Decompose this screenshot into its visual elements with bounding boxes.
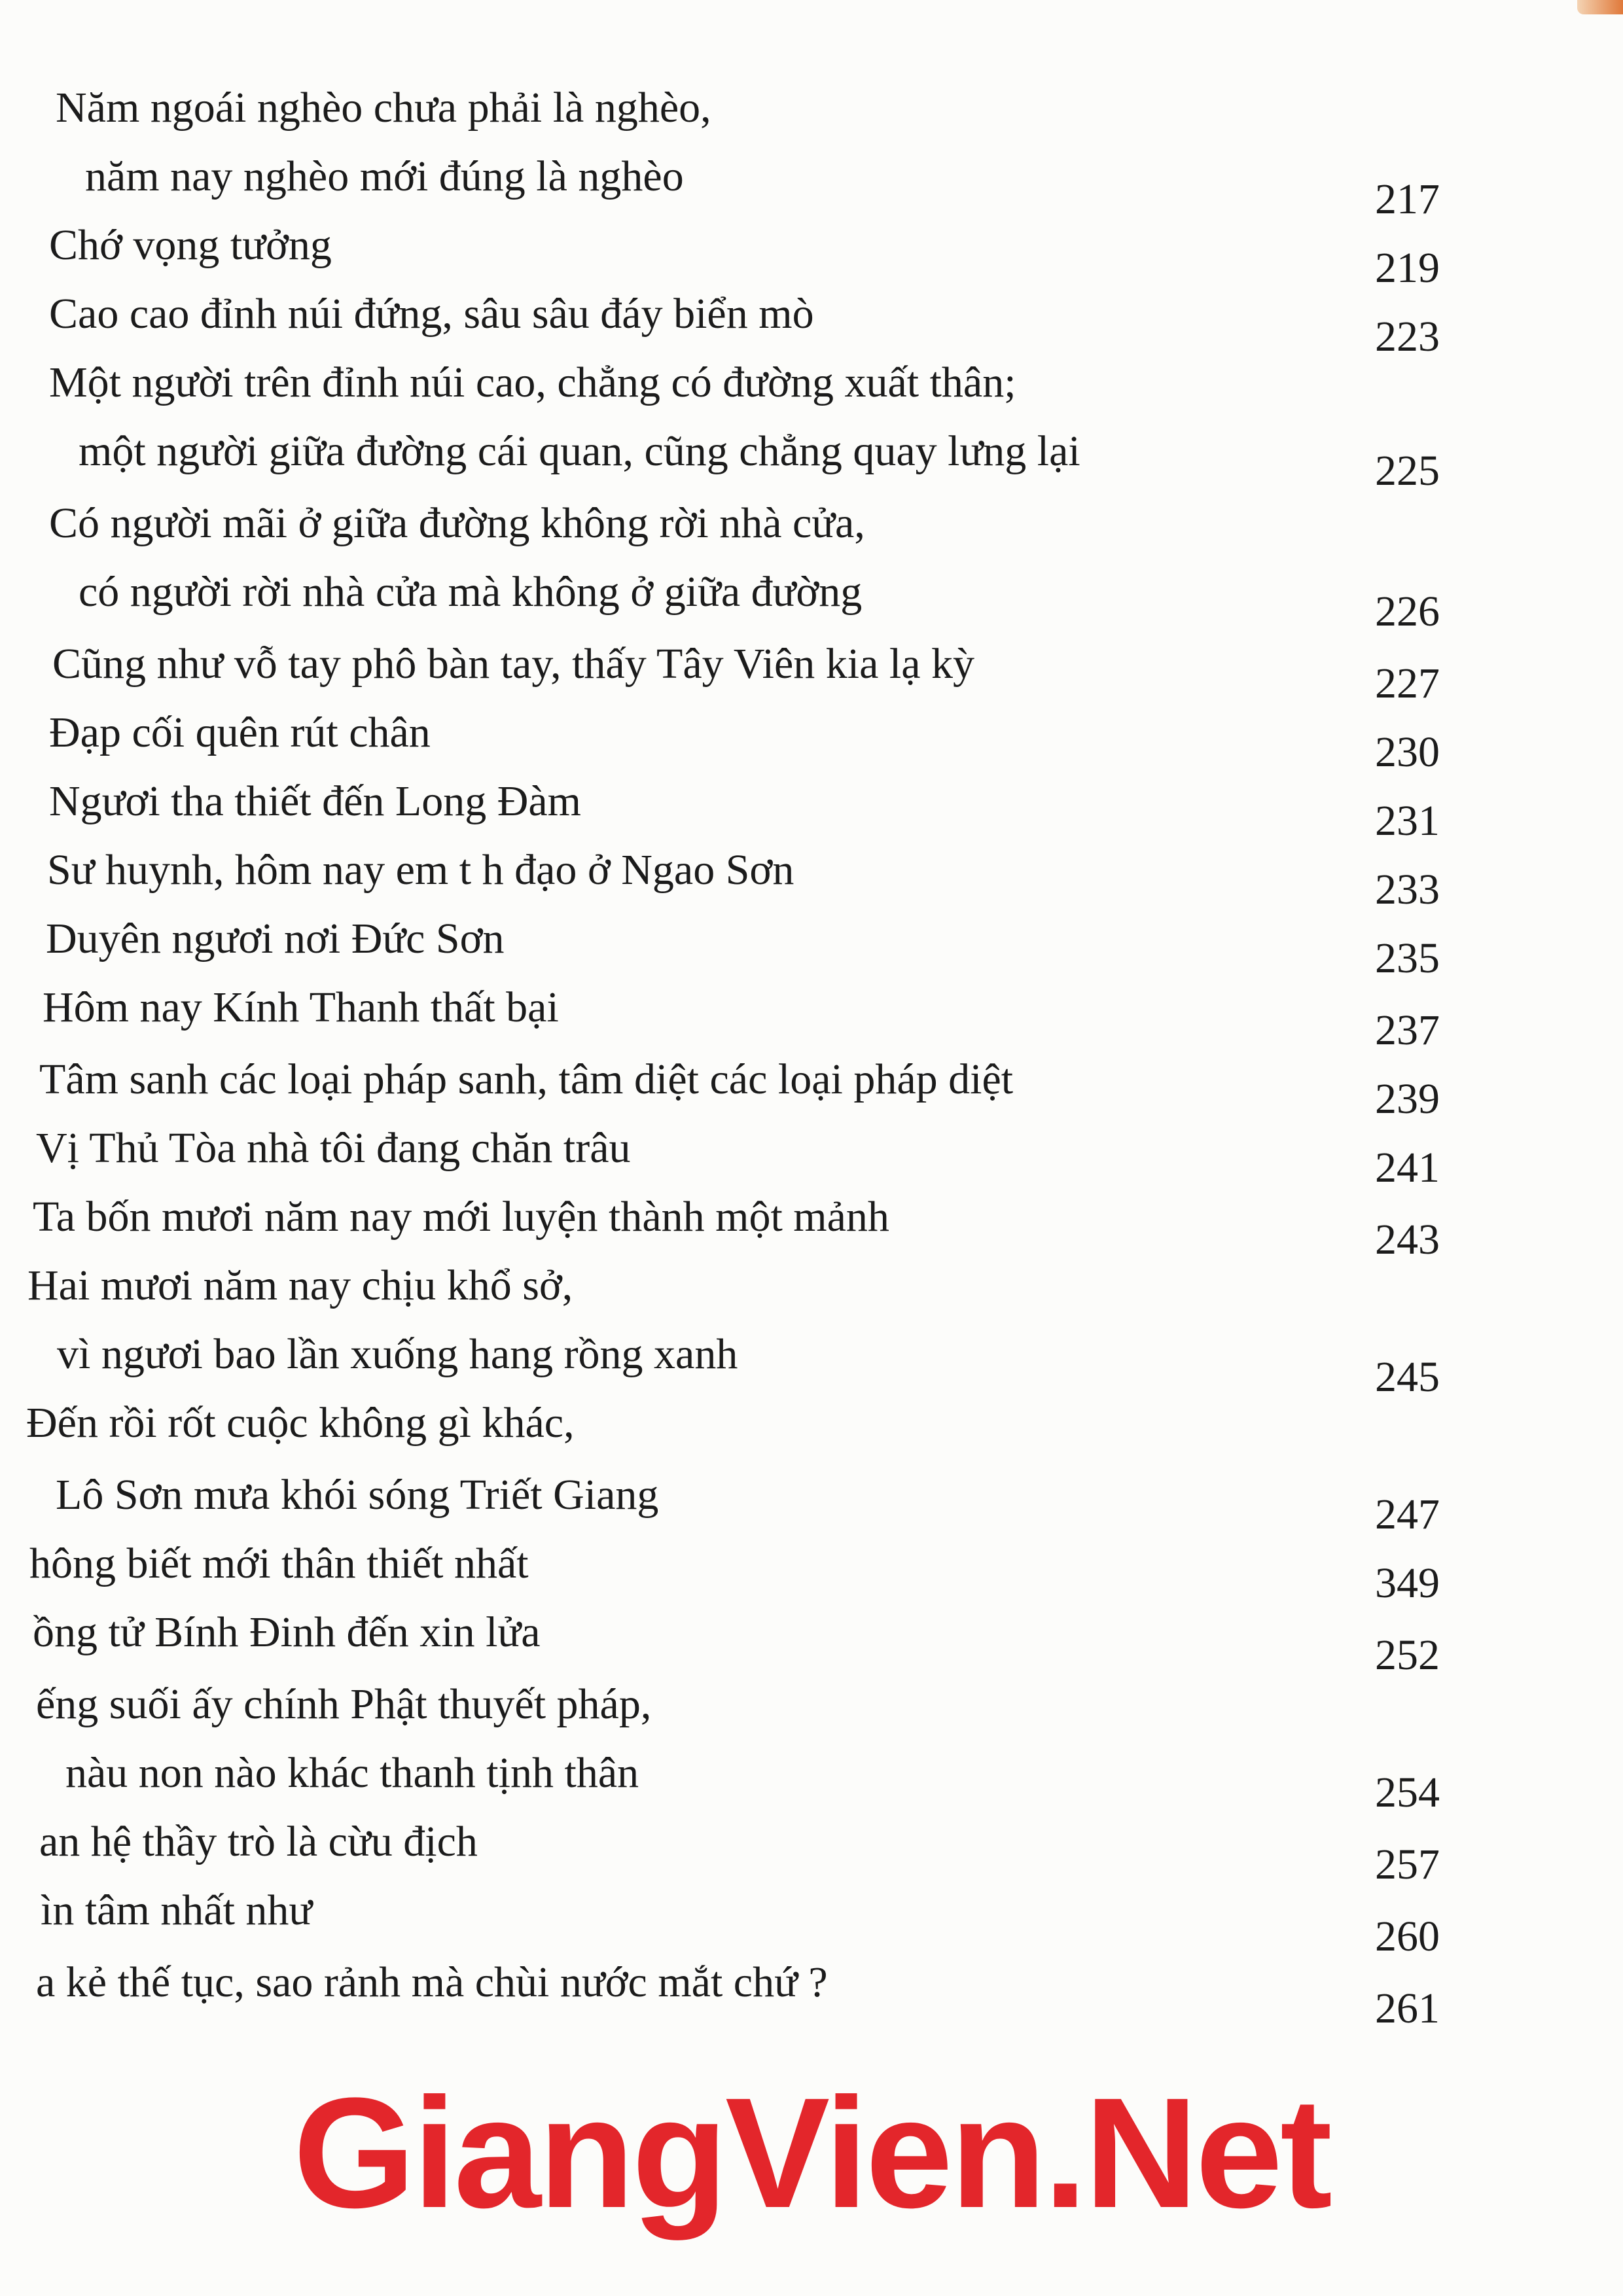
toc-entry-title: an hệ thầy trò là cừu địch — [39, 1818, 478, 1865]
toc-entry-title-continued: một người giữa đường cái quan, cũng chẳng quay lưng lại — [79, 427, 1080, 475]
toc-entry-title: Duyên ngươi nơi Đức Sơn — [46, 915, 505, 963]
toc-page-number: 223 — [1375, 313, 1440, 361]
toc-page-number: 243 — [1375, 1216, 1440, 1263]
toc-page-number: 241 — [1375, 1144, 1440, 1192]
toc-entry-title: Ta bốn mươi năm nay mới luyện thành một mảnh — [33, 1193, 889, 1241]
toc-entry-title-continued: có người rời nhà cửa mà không ở giữa đường — [79, 568, 863, 616]
toc-entry-title: ìn tâm nhất như — [41, 1886, 313, 1934]
toc-entry-title-continued: Lô Sơn mưa khói sóng Triết Giang — [56, 1471, 659, 1519]
toc-entry-title: Cao cao đỉnh núi đứng, sâu sâu đáy biển mò — [49, 290, 814, 338]
toc-page-number: 237 — [1375, 1006, 1440, 1054]
toc-entry-title: a kẻ thế tục, sao rảnh mà chùi nước mắt chứ ? — [36, 1958, 828, 2006]
toc-entry-title-continued: năm nay nghèo mới đúng là nghèo — [85, 152, 684, 200]
toc-page-number: 239 — [1375, 1075, 1440, 1123]
toc-entry-title: ồng tử Bính Đinh đến xin lửa — [33, 1608, 541, 1656]
toc-page-number: 257 — [1375, 1841, 1440, 1888]
toc-entry-title: Ngươi tha thiết đến Long Đàm — [49, 777, 582, 825]
toc-entry-title: Đạp cối quên rút chân — [49, 709, 431, 756]
toc-entry-title-continued: vì ngươi bao lần xuống hang rồng xanh — [57, 1330, 738, 1378]
toc-page-number: 226 — [1375, 588, 1440, 635]
toc-page-number: 235 — [1375, 934, 1440, 982]
toc-page-number: 231 — [1375, 797, 1440, 845]
toc-entry-title: Hôm nay Kính Thanh thất bại — [43, 983, 559, 1031]
toc-page-number: 247 — [1375, 1491, 1440, 1538]
toc-entry-title: Một người trên đỉnh núi cao, chẳng có đường xuất thân; — [49, 359, 1016, 406]
toc-entry-title: Vị Thủ Tòa nhà tôi đang chăn trâu — [36, 1124, 631, 1172]
toc-entry-title: hông biết mới thân thiết nhất — [29, 1540, 529, 1587]
toc-entry-title: Chớ vọng tưởng — [49, 221, 332, 269]
toc-entry-title: Năm ngoái nghèo chưa phải là nghèo, — [56, 84, 711, 132]
toc-entry-title: Hai mươi năm nay chịu khổ sở, — [27, 1262, 573, 1309]
toc-page-number: 252 — [1375, 1631, 1440, 1679]
toc-page-number: 217 — [1375, 175, 1440, 223]
toc-entry-title: Tâm sanh các loại pháp sanh, tâm diệt các loại pháp diệt — [39, 1055, 1014, 1103]
toc-page-number: 349 — [1375, 1559, 1440, 1607]
toc-entry-title: ếng suối ấy chính Phật thuyết pháp, — [36, 1680, 652, 1728]
watermark: GiangVien.Net — [293, 2065, 1330, 2240]
toc-page-number: 261 — [1375, 1985, 1440, 2032]
toc-entry-title: Sư huynh, hôm nay em t h đạo ở Ngao Sơn — [47, 846, 794, 894]
toc-page-number: 230 — [1375, 728, 1440, 776]
toc-page-number: 227 — [1375, 660, 1440, 707]
toc-entry-title-continued: nàu non nào khác thanh tịnh thân — [65, 1749, 639, 1797]
toc-page-number: 254 — [1375, 1769, 1440, 1816]
toc-entry-title: Đến rồi rốt cuộc không gì khác, — [26, 1399, 575, 1447]
toc-entry-title: Có người mãi ở giữa đường không rời nhà cửa, — [49, 499, 865, 547]
toc-page-number: 245 — [1375, 1353, 1440, 1401]
toc-page-number: 233 — [1375, 866, 1440, 913]
toc-page-number: 260 — [1375, 1913, 1440, 1960]
toc-page-number: 219 — [1375, 244, 1440, 292]
toc-entry-title: Cũng như vỗ tay phô bàn tay, thấy Tây Viên kia lạ kỳ — [52, 640, 975, 688]
toc-page-number: 225 — [1375, 447, 1440, 495]
